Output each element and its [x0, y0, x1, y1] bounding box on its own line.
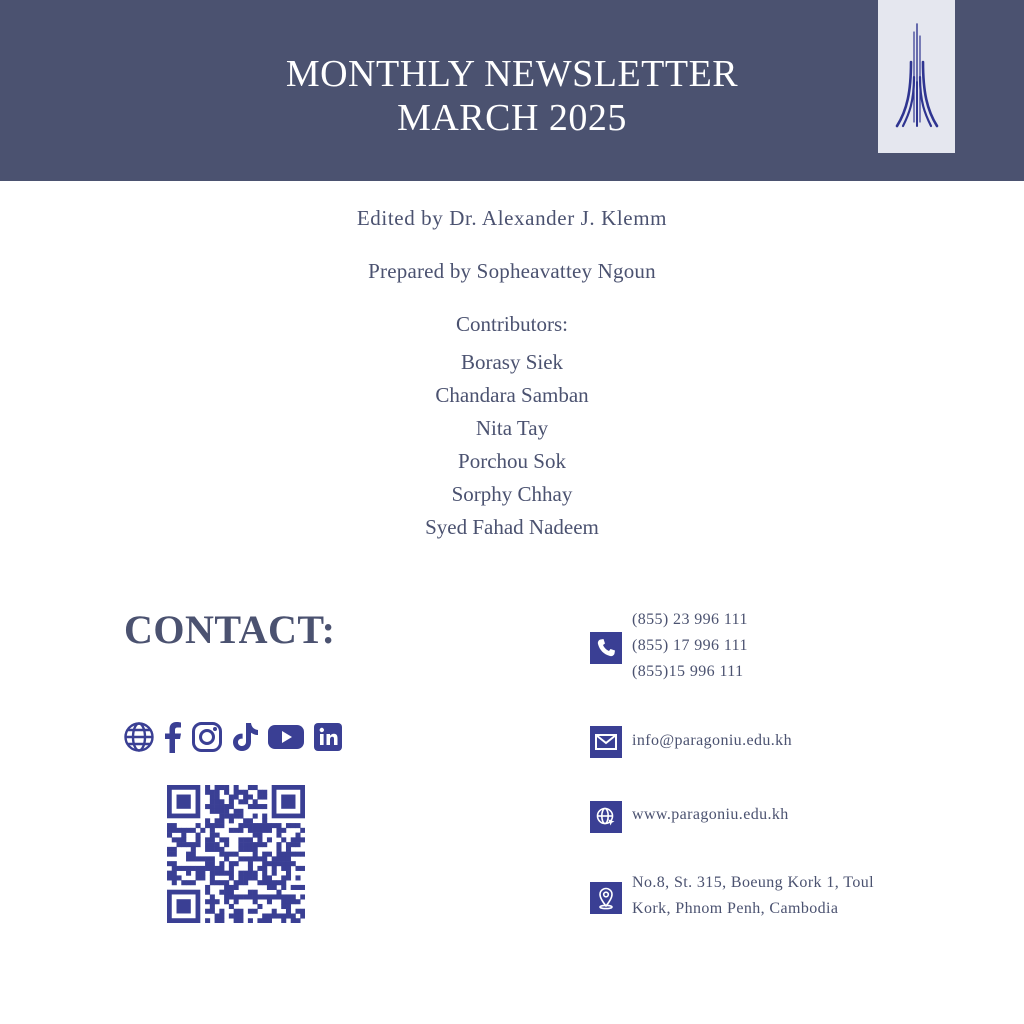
social-links	[123, 720, 343, 754]
email-icon	[590, 726, 622, 758]
location-icon	[590, 882, 622, 914]
website-icon	[590, 801, 622, 833]
contributor-name: Sorphy Chhay	[451, 482, 573, 506]
title-line-1: MONTHLY NEWSLETTER	[285, 53, 739, 95]
contributors-list	[0, 346, 1024, 544]
address-line: Kork, Phnom Penh, Cambodia	[632, 900, 839, 917]
linkedin-icon[interactable]	[313, 722, 343, 752]
contributor-name: Syed Fahad Nadeem	[425, 515, 599, 539]
newsletter-title	[0, 52, 1024, 140]
contributors-label: Contributors:	[455, 312, 568, 336]
title-line-2: MARCH 2025	[397, 97, 627, 139]
address-line: No.8, St. 315, Boeung Kork 1, Toul	[632, 874, 874, 891]
edited-by: Edited by Dr. Alexander J. Klemm	[356, 206, 668, 230]
prepared-by: Prepared by Sopheavattey Ngoun	[368, 259, 656, 283]
contributor-name: Borasy Siek	[460, 350, 564, 374]
phone-number[interactable]: (855) 17 996 111	[632, 637, 748, 654]
phone-numbers	[632, 607, 748, 685]
contributor-name: Chandara Samban	[435, 383, 589, 407]
phone-icon	[590, 632, 622, 664]
postal-address	[632, 870, 874, 922]
contributor-name: Nita Tay	[475, 416, 549, 440]
contact-heading: CONTACT:	[124, 607, 336, 652]
phone-number[interactable]: (855)15 996 111	[632, 663, 744, 680]
facebook-icon[interactable]	[163, 721, 183, 753]
website-url[interactable]: www.paragoniu.edu.kh	[632, 806, 789, 823]
instagram-icon[interactable]	[191, 721, 223, 753]
youtube-icon[interactable]	[267, 723, 305, 751]
tiktok-icon[interactable]	[231, 721, 259, 753]
email-address[interactable]: info@paragoniu.edu.kh	[632, 732, 792, 749]
contributor-name: Porchou Sok	[458, 449, 566, 473]
header-banner	[0, 0, 1024, 181]
university-logo	[878, 0, 955, 153]
globe-icon[interactable]	[123, 721, 155, 753]
qr-code[interactable]	[167, 785, 305, 923]
logo-mark-icon	[895, 22, 939, 132]
phone-number[interactable]: (855) 23 996 111	[632, 611, 748, 628]
